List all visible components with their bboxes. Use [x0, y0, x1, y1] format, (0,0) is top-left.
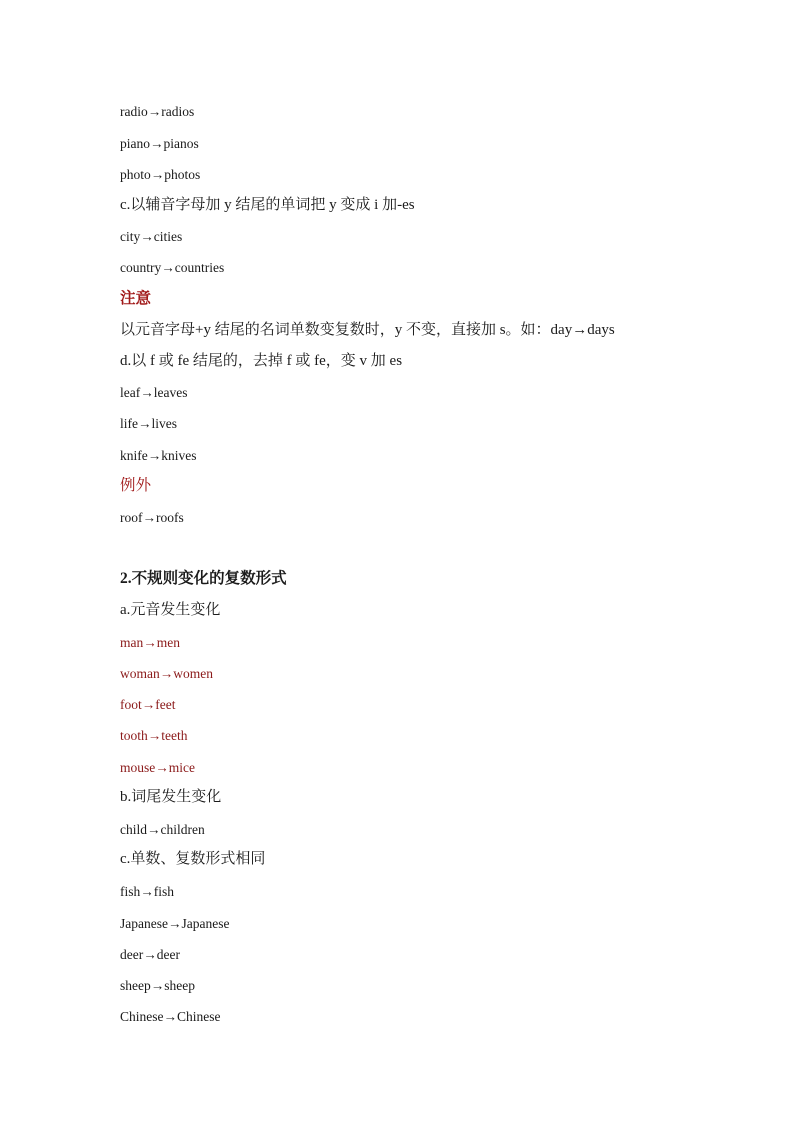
- example-fish: fish→fish: [120, 884, 174, 899]
- note-text: 以元音字母+y 结尾的名词单数变复数时，y 不变，直接加 s。如：day→days: [120, 322, 615, 338]
- example-radio: radio→radios: [120, 104, 195, 119]
- example-roof: roof→roofs: [120, 510, 184, 525]
- exception-label: 例外: [120, 477, 152, 494]
- example-piano: piano→pianos: [120, 136, 199, 151]
- example-life: life→lives: [120, 416, 177, 431]
- rule-2b: b.词尾发生变化: [120, 789, 222, 805]
- example-mouse: mouse→mice: [120, 760, 195, 775]
- rule-d: d.以 f 或 fe 结尾的，去掉 f 或 fe，变 v 加 es: [120, 353, 403, 369]
- note-label: 注意: [120, 290, 152, 307]
- rule-2c: c.单数、复数形式相同: [120, 851, 266, 867]
- example-tooth: tooth→teeth: [120, 728, 188, 743]
- section-2-heading: 2.不规则变化的复数形式: [120, 570, 287, 587]
- example-foot: foot→feet: [120, 697, 176, 712]
- example-deer: deer→deer: [120, 947, 180, 962]
- example-knife: knife→knives: [120, 448, 197, 463]
- example-japanese: Japanese→Japanese: [120, 916, 230, 931]
- example-country: country→countries: [120, 260, 225, 275]
- example-man: man→men: [120, 635, 180, 650]
- rule-2a: a.元音发生变化: [120, 602, 221, 618]
- example-city: city→cities: [120, 229, 183, 244]
- rule-c: c.以辅音字母加 y 结尾的单词把 y 变成 i 加-es: [120, 197, 415, 213]
- example-child: child→children: [120, 822, 205, 837]
- example-sheep: sheep→sheep: [120, 978, 195, 993]
- example-photo: photo→photos: [120, 167, 201, 182]
- example-leaf: leaf→leaves: [120, 385, 188, 400]
- example-chinese: Chinese→Chinese: [120, 1009, 221, 1024]
- example-woman: woman→women: [120, 666, 213, 681]
